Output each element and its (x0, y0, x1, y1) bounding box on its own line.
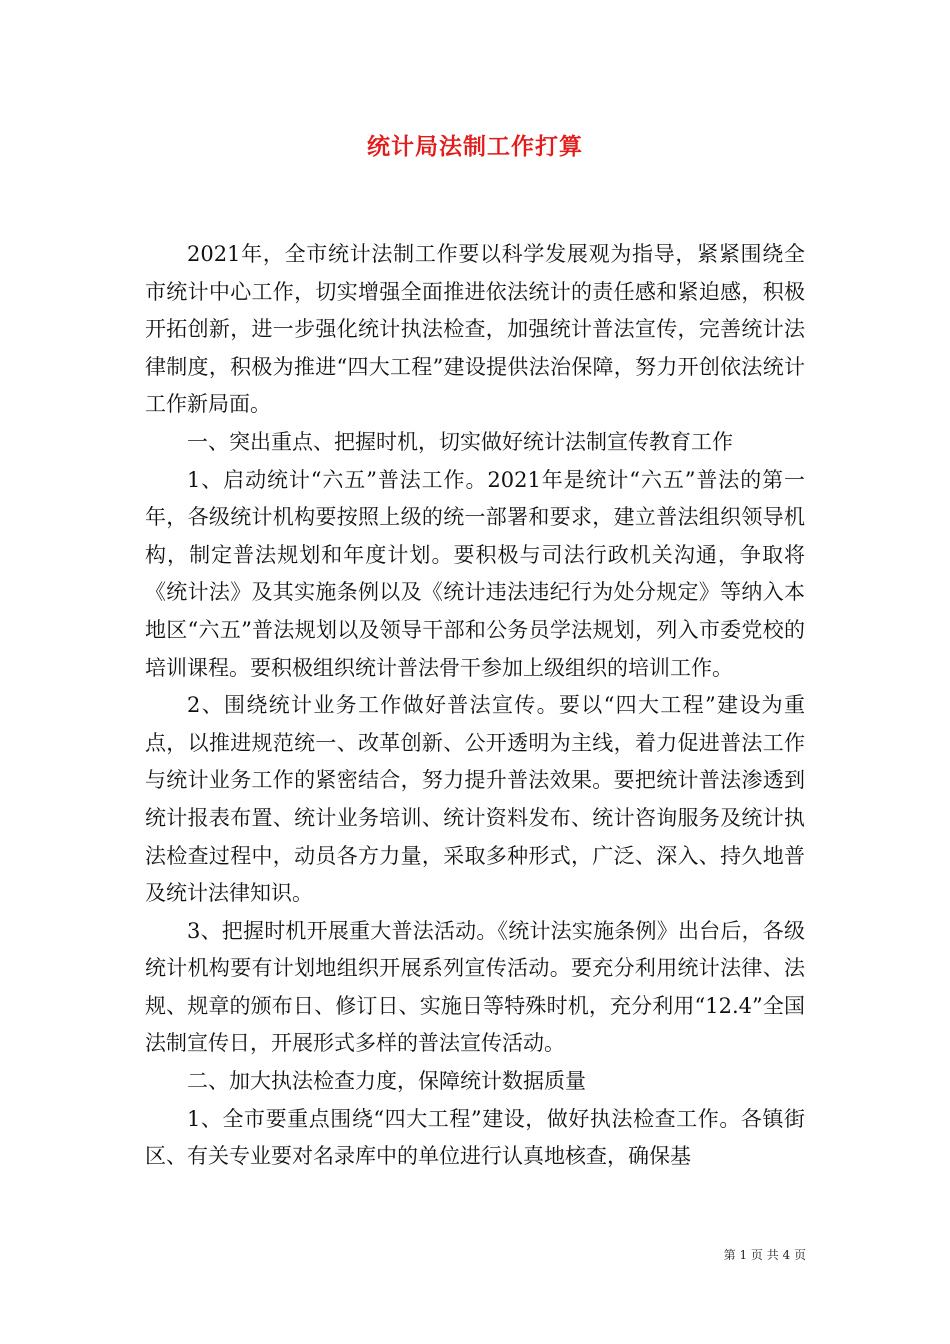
document-body (145, 236, 805, 1176)
paragraph-intro: 2021年，全市统计法制工作要以科学发展观为指导，紧紧围绕全市统计中心工作，切实增强全面推进依法统计的责任感和紧迫感，积极开拓创新，进一步强化统计执法检查，加强统计普法宣传，完善统计法律制度，积极为推进“四大工程”建设提供法治保障，努力开创依法统计工作新局面。 (145, 242, 805, 417)
document-title: 统计局法制工作打算 (367, 133, 583, 160)
paragraph-2-1: 1、全市要重点围绕“四大工程”建设，做好执法检查工作。各镇街区、有关专业要对名录库中的单位进行认真地核查，确保基 (145, 1106, 805, 1169)
section-heading-1: 一、突出重点、把握时机，切实做好统计法制宣传教育工作 (187, 429, 733, 454)
section-heading-2: 二、加大执法检查力度，保障统计数据质量 (187, 1069, 586, 1094)
paragraph-1-1: 1、启动统计“六五”普法工作。2021年是统计“六五”普法的第一年，各级统计机构要按照上级的统一部署和要求，建立普法组织领导机构，制定普法规划和年度计划。要积极与司法行政机关沟通，争取将《统计法》及其实施条例以及《统计违法违纪行为处分规定》等纳入本地区“六五”普法规划以及领导干部和公务员学法规划，列入市委党校的培训课程。要积极组织统计普法骨干参加上级组织的培训工作。 (145, 467, 805, 680)
paragraph-1-3: 3、把握时机开展重大普法活动。《统计法实施条例》出台后，各级统计机构要有计划地组织开展系列宣传活动。要充分利用统计法律、法规、规章的颁布日、修订日、实施日等特殊时机，充分利用“12.4”全国法制宣传日，开展形式多样的普法宣传活动。 (145, 918, 805, 1056)
page-number-footer: 第 1 页 共 4 页 (723, 1248, 806, 1262)
paragraph-1-2: 2、围绕统计业务工作做好普法宣传。要以“四大工程”建设为重点，以推进规范统一、改革创新、公开透明为主线，着力促进普法工作与统计业务工作的紧密结合，努力提升普法效果。要把统计普法渗透到统计报表布置、统计业务培训、统计资料发布、统计咨询服务及统计执法检查过程中，动员各方力量，采取多种形式，广泛、深入、持久地普及统计法律知识。 (145, 693, 805, 906)
